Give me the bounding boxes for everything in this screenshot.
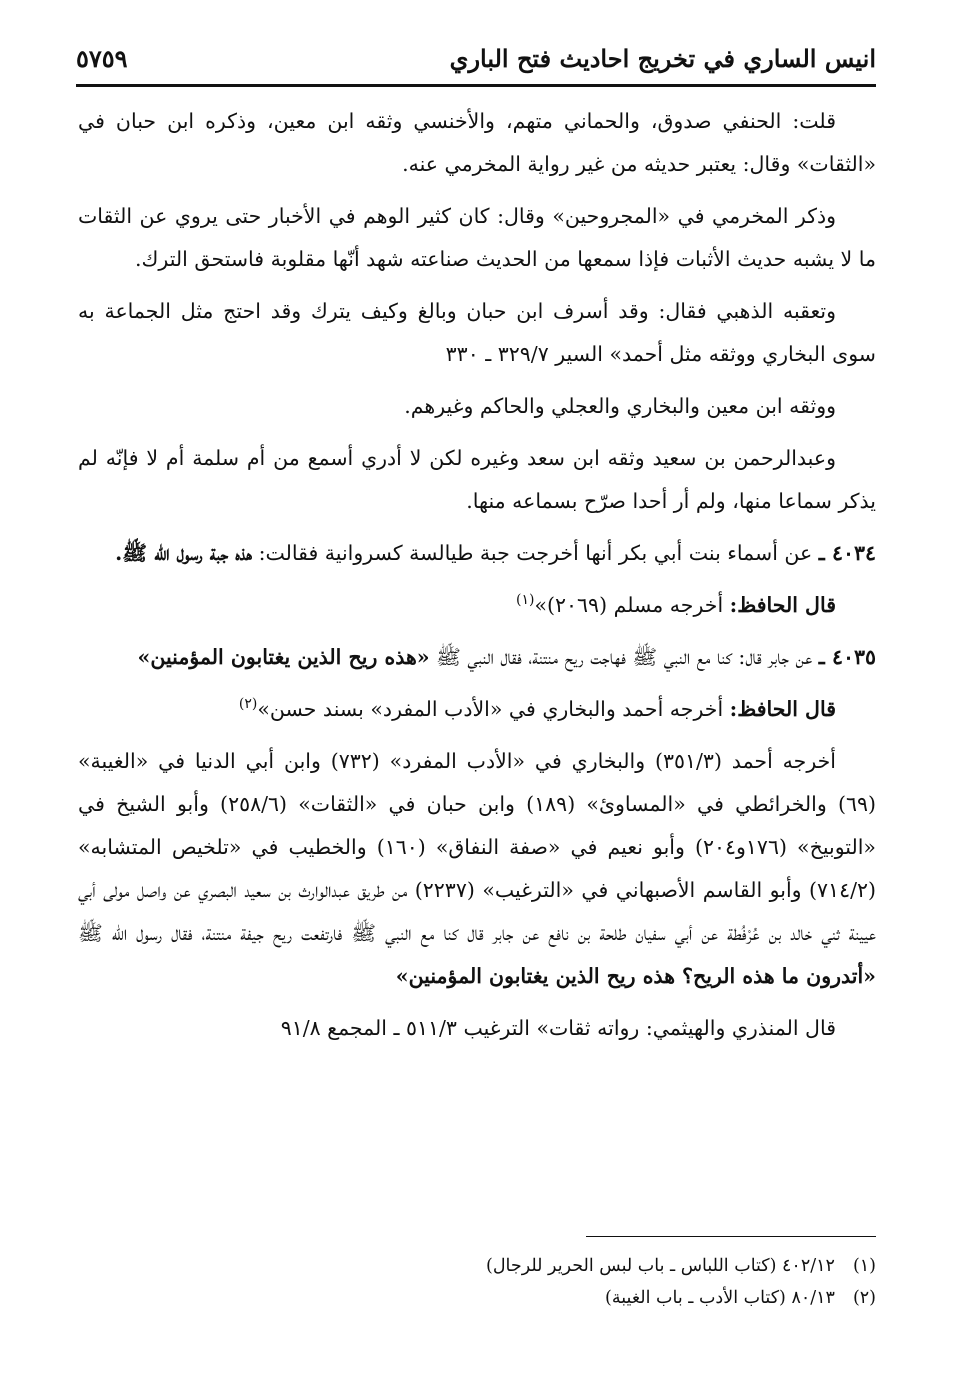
hadith-number: ٤٠٣٤ ـ (818, 541, 876, 565)
footnote-text: ٨٠/١٣ (كتاب الأدب ـ باب الغيبة) (605, 1288, 835, 1308)
hadith-text: عن أسماء بنت أبي بكر أنها أخرجت جبة طيالسة كسروانية فقالت: (258, 541, 813, 565)
page-header (76, 40, 876, 87)
footnote-2 (78, 1282, 876, 1314)
page-body (78, 100, 876, 1059)
hadith-quote: هذه جبة رسول الله ﷺ. (115, 541, 253, 565)
takhrij-quote: «أتدرون ما هذه الريح؟ هذه ريح الذين يغتابون المؤمنين» (395, 964, 876, 988)
footnotes (78, 1250, 876, 1314)
running-title: انيس الساري في تخريج احاديث فتح الباري (449, 44, 876, 73)
paragraph-3: وتعقبه الذهبي فقال: وقد أسرف ابن حبان وبالغ وكيف يترك وقد احتج مثل الجماعة به سوى البخاري ووثقه مثل أحمد» السير ٣٢٩/٧ ـ ٣٣٠ (78, 299, 876, 366)
footnote-1 (78, 1250, 876, 1282)
footnote-number: (٢) (852, 1288, 876, 1308)
page-number: ٥٧٥٩ (76, 44, 128, 73)
footnote-ref: (٢) (238, 696, 258, 713)
verdict-label: قال الحافظ: (729, 697, 836, 721)
hadith-4034 (78, 532, 876, 575)
verdict-label: قال الحافظ: (729, 593, 836, 617)
hadith-text: عن جابر قال: كنا مع النبي ﷺ فهاجت ريح منتنة، فقال النبي ﷺ (436, 645, 813, 669)
hafiz-verdict-4034 (78, 584, 876, 627)
footnote-ref: (١) (516, 592, 535, 609)
hadith-quote: «هذه ريح الذين يغتابون المؤمنين» (137, 645, 430, 669)
verdict-text: أخرجه مسلم (٢٠٦٩)» (534, 593, 724, 617)
takhrij-text: أخرجه أحمد (٣٥١/٣) والبخاري في «الأدب المفرد» (٧٣٢) وابن أبي الدنيا في «الغيبة» (٦٩) والخرائطي في «المساوئ» (١٨٩) وابن حبان في «الثقات» (٢٥٨/٦) وأبو الشيخ في «التوبيخ» (١٧٦و٢٠٤) وأبو نعيم في «صفة النفاق» (١٦٠) والخطيب في «تلخيص المتشابه» (٧١٤/٢) وأبو القاسم الأصبهاني في «الترغيب» (٢٢٣٧) من طريق عبدالوارث بن سعيد البصري عن واصل مولى أبي عيينة ثني خالد بن عُرْفُطة عن أبي سفيان طلحة بن نافع عن جابر قال كنا مع النبي ﷺ فارتفعت ريح جيفة منتنة، فقال رسول الله ﷺ (78, 749, 877, 945)
paragraph-5: وعبدالرحمن بن سعيد وثقه ابن سعد وغيره لكن لا أدري أسمع من أم سلمة أم لا فإنّه لم يذكر سماعا منها، ولم أر أحدا صرّح بسماعه منها. (78, 446, 876, 513)
footnote-number: (١) (852, 1256, 876, 1276)
footnote-divider (586, 1236, 876, 1237)
paragraph-2: وذكر المخرمي في «المجروحين» وقال: كان كثير الوهم في الأخبار حتى يروي عن الثقات ما لا يشبه حديث الأثبات فإذا سمعها من الحديث صناعته شهد أنّها مقلوبة فاستحق الترك. (78, 204, 876, 271)
paragraph-4: ووثقه ابن معين والبخاري والعجلي والحاكم وغيرهم. (404, 394, 836, 418)
closing-paragraph: قال المنذري والهيثمي: رواته ثقات» الترغيب ٥١١/٣ ـ المجمع ٩١/٨ (280, 1016, 836, 1040)
paragraph-1: قلت: الحنفي صدوق، والحماني متهم، والأخنسي وثقه ابن معين، وذكره ابن حبان في «الثقات» وقال: يعتبر حديثه من غير رواية المخرمي عنه. (78, 109, 876, 176)
footnote-text: ٤٠٢/١٢ (كتاب اللباس ـ باب لبس الحرير للرجال) (486, 1256, 835, 1276)
hadith-4035 (78, 636, 876, 679)
takhrij-paragraph (78, 740, 876, 998)
verdict-text: أخرجه أحمد والبخاري في «الأدب المفرد» بسند حسن» (257, 697, 724, 721)
hadith-number: ٤٠٣٥ ـ (818, 645, 876, 669)
hafiz-verdict-4035 (78, 688, 876, 731)
